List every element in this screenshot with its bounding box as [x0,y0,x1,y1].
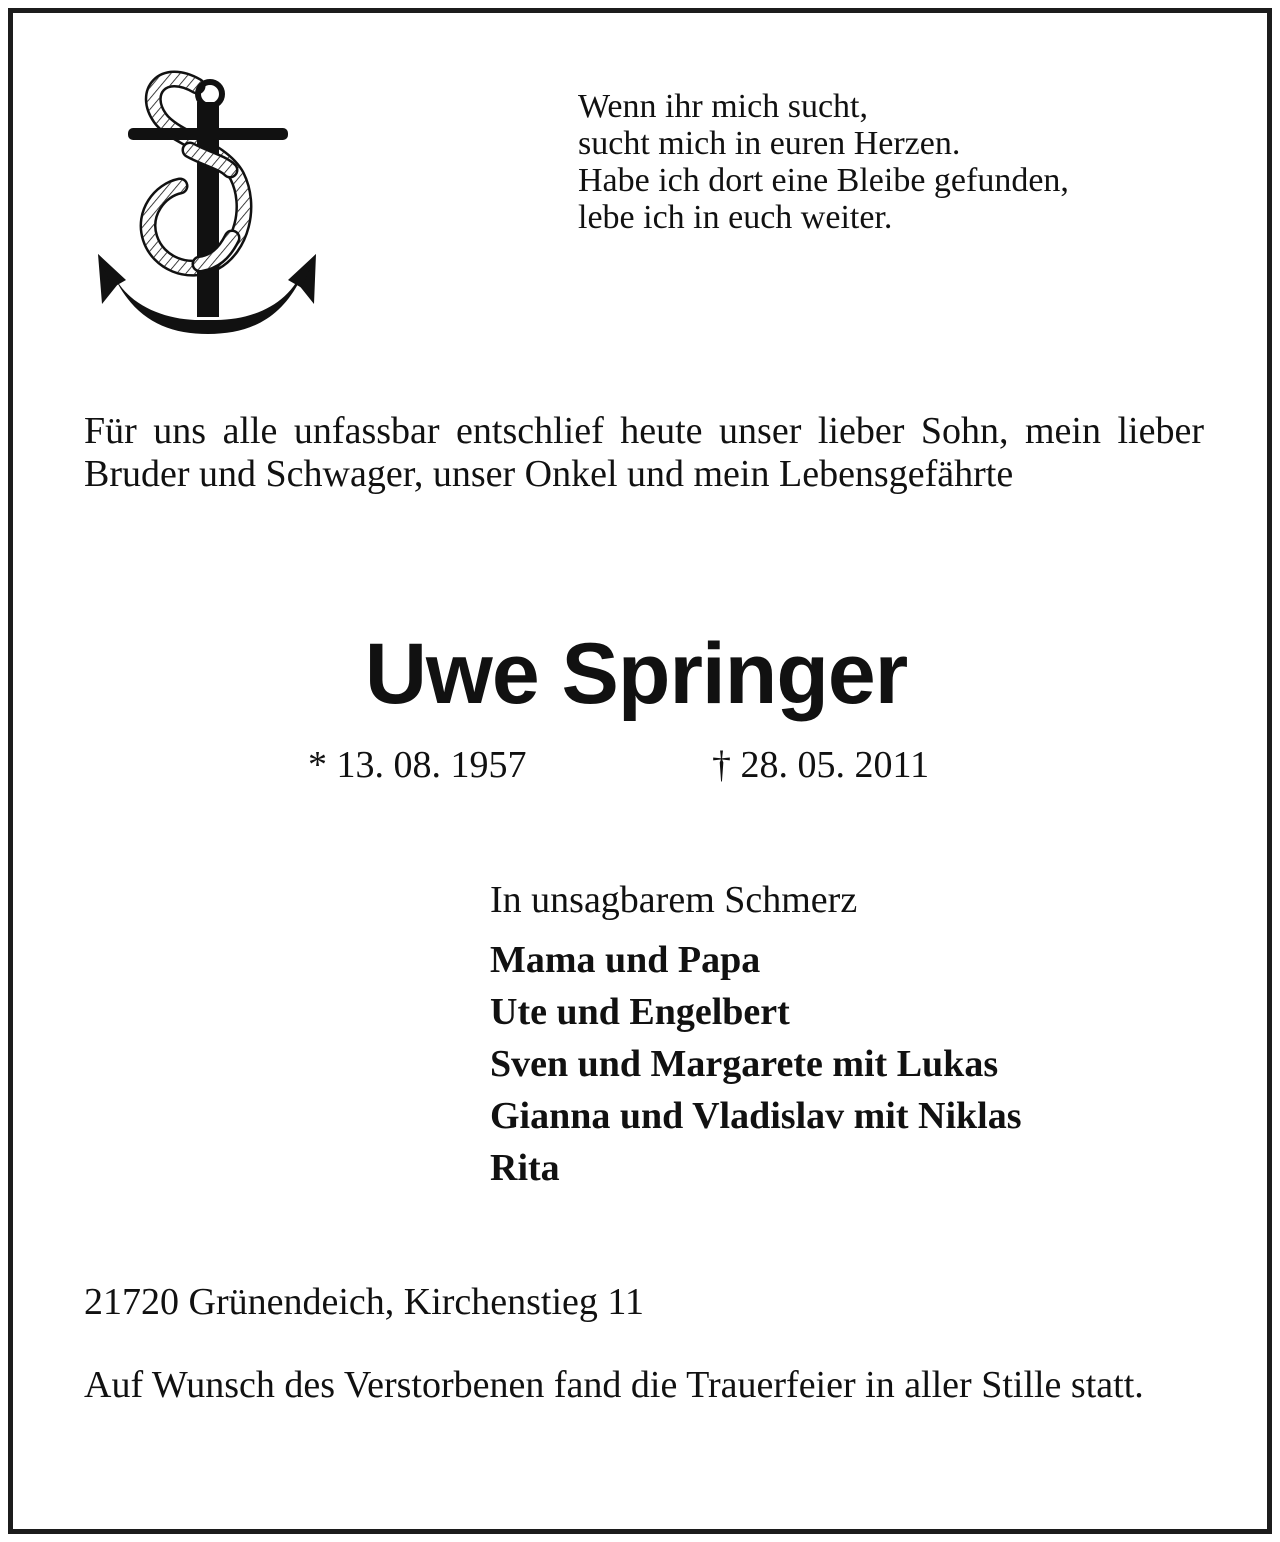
address: 21720 Grünendeich, Kirchenstieg 11 [84,1281,644,1323]
mourning-phrase: In unsagbarem Schmerz [490,879,858,921]
mourner-name: Ute und Engelbert [490,991,790,1033]
death-date: † 28. 05. 2011 [712,744,930,786]
mourner-name: Sven und Margarete mit Lukas [490,1043,999,1085]
motto-line: lebe ich in euch weiter. [578,199,893,236]
motto-line: Habe ich dort eine Bleibe gefunden, [578,162,1069,199]
motto-verse [578,88,1069,236]
anchor-with-rope-icon [92,58,322,338]
intro-text: Für uns alle unfassbar entschlief heute unser lieber Sohn, mein lieber Bruder und Schwager, unser Onkel und mein Lebensgefährte [84,410,1204,495]
funeral-note: Auf Wunsch des Verstorbenen fand die Trauerfeier in aller Stille statt. [84,1364,1144,1406]
deceased-name: Uwe Springer [364,626,908,722]
mourners-list [490,934,1021,1194]
motto-line: sucht mich in euren Herzen. [578,125,961,162]
mourner-name: Mama und Papa [490,939,761,981]
mourner-name: Gianna und Vladislav mit Niklas [490,1095,1022,1137]
motto-line: Wenn ihr mich sucht, [578,88,868,125]
mourner-name: Rita [490,1147,560,1189]
birth-date: * 13. 08. 1957 [308,744,527,786]
